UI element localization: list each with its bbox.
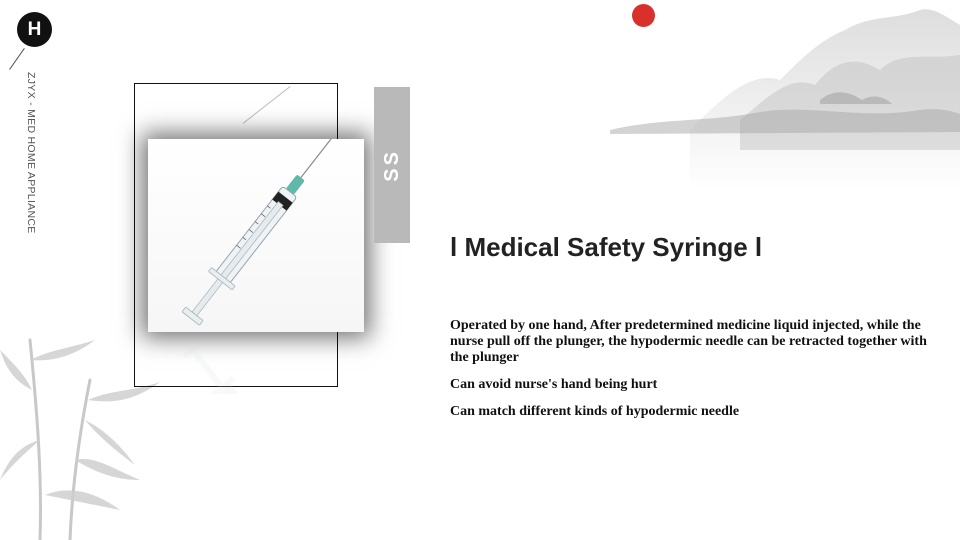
brand-logo [17, 12, 52, 47]
syringe-photo [148, 139, 364, 332]
slide-title: l Medical Safety Syringe l [450, 232, 763, 262]
ink-mountain-landscape-icon [600, 0, 960, 190]
brand-vertical-text: ZJYX - MED HOME APPLIANCE [25, 72, 37, 234]
ss-tag-label: SS [380, 148, 403, 182]
syringe-icon [148, 139, 364, 332]
description-paragraph: Can match different kinds of hypodermic needle [450, 404, 740, 419]
syringe-reflection [148, 334, 364, 394]
brand-logo-letter: H [27, 18, 42, 40]
ss-tag [374, 87, 410, 243]
description-paragraph: Operated by one hand, After predetermined medicine liquid injected, while the nurse pull off the plunger, the hypodermic needle can be retracted together with the plunger [450, 318, 927, 365]
logo-divider [9, 48, 25, 70]
description-block [450, 318, 930, 431]
description-paragraph: Can avoid nurse's hand being hurt [450, 377, 658, 392]
